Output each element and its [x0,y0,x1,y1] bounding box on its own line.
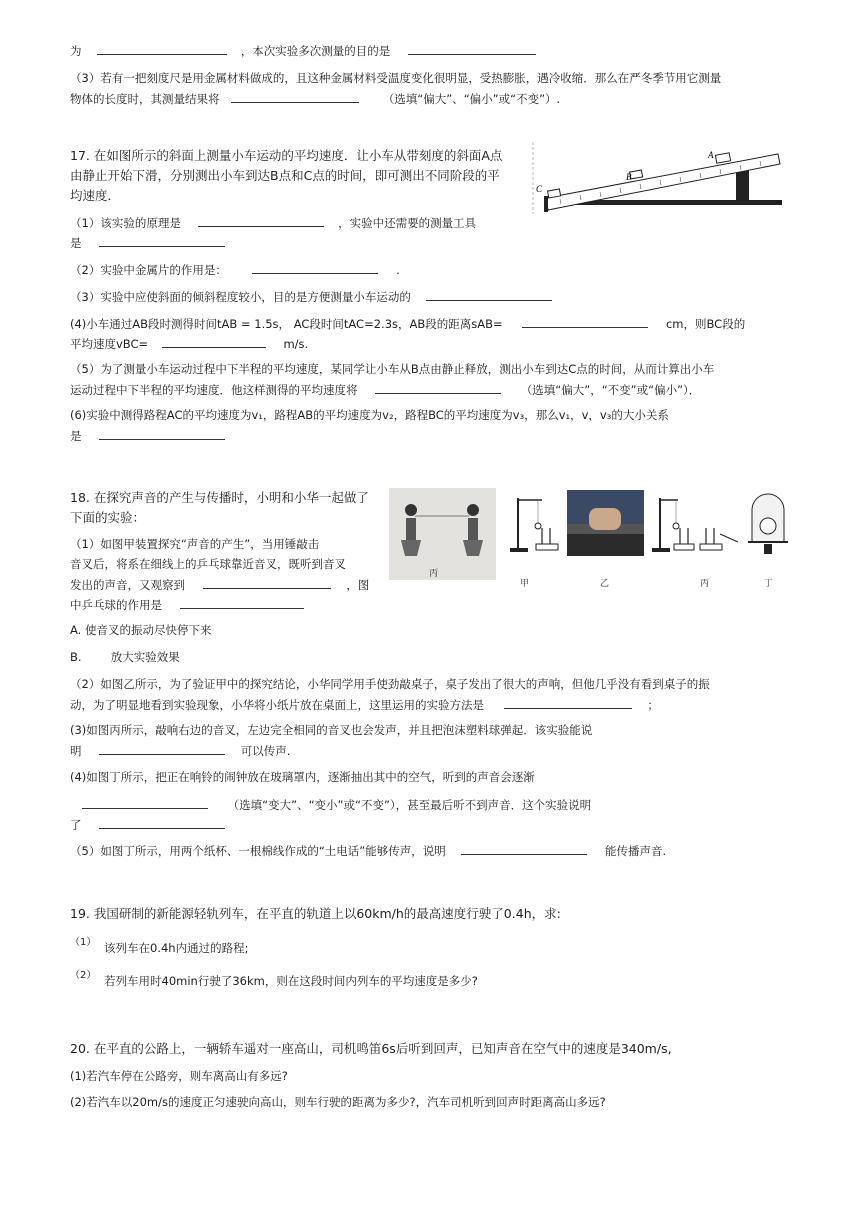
q16-line1: 为 ，本次实验多次测量的目的是 [70,42,536,59]
q17-sub4-cont: 平均速度vBC= m/s. [70,337,309,351]
string-telephone-photo [389,488,496,580]
q20-sub1: (1)若汽车停在公路旁，则车离高山有多远? [70,1069,288,1083]
answer-blank[interactable] [522,315,648,328]
label-c: C [536,184,543,194]
q18-sub1-line3: 发出的声音，又观察到 ，图 [70,578,370,592]
q16-line2: （3）若有一把刻度尺是用金属材料做成的，且这种金属材料受温度变化很明显，受热膨胀，遇冷收缩．那么在严冬季节用它测量 [70,71,722,85]
q17-title-1: 17. 在如图所示的斜面上测量小车运动的平均速度．让小车从带刻度的斜面A点 [70,148,503,163]
answer-blank[interactable] [99,816,225,829]
answer-blank[interactable] [180,596,304,609]
q18-sub4-cont: （选填“变大”、“变小”或“不变”），甚至最后听不到声音．这个实验说明 [70,796,591,813]
answer-blank[interactable] [82,796,208,809]
option-b: B. 放大实验效果 [70,650,180,664]
caption-bing-photo: 丙 [429,569,439,579]
q17-sub5-cont: 运动过程中下半程的平均速度．他这样测得的平均速度将 （选填“偏大”，“不变”或“偏小”）． [70,383,701,397]
q19-sub2: 若列车用时40min行驶了36km，则在这段时间内列车的平均速度是多少? [104,974,478,988]
q17-sub1: （1）该实验的原理是 ，实验中还需要的测量工具 [70,216,477,230]
label-a: A [708,150,714,160]
q17-sub4: (4)小车通过AB段时测得时间tAB = 1.5s， AC段时间tAC=2.3s，AB段的距离sAB= cm，则BC段的 [70,317,746,331]
q17-sub6-cont: 是 [70,427,225,444]
q18-sub2: （2）如图乙所示，为了验证甲中的探究结论，小华同学用手使劲敲桌子，桌子发出了很大的声响，但他几乎没有看到桌子的振 [70,677,710,691]
answer-blank[interactable] [198,214,324,227]
q16-line3: 物体的长度时，其测量结果将 （选填“偏大”、“偏小”或“不变”）. [70,92,561,106]
q20-title: 20. 在平直的公路上，一辆轿车遥对一座高山，司机鸣笛6s后听到回声，已知声音在空气中的速度是340m/s, [70,1041,672,1056]
answer-blank[interactable] [203,576,331,589]
answer-blank[interactable] [375,381,501,394]
q18-sub4-cont2: 了 [70,816,225,833]
option-a: A. 使音叉的振动尽快停下来 [70,623,212,637]
label-b: B [626,172,632,182]
q19-num2: （2） [70,970,97,981]
answer-blank[interactable] [461,842,587,855]
caption-yi: 乙 [600,579,610,589]
bell-jar-figure-ding [746,488,790,560]
q18-sub2-cont: 动，为了明显地看到实验现象，小华将小纸片放在桌面上，这里运用的实验方法是 ； [70,698,659,712]
q17-sub5: （5）为了测量小车运动过程中下半程的平均速度，某同学让小车从B点由静止释放，测出小车到达C点的时间，从而计算出小车 [70,362,715,376]
answer-blank[interactable] [231,90,359,103]
q18-sub1-line4: 中乒乓球的作用是 [70,596,304,613]
fist-on-table-photo [567,490,644,556]
q17-sub2: （2）实验中金属片的作用是： . [70,263,400,277]
q19-num1: （1） [70,937,97,948]
answer-blank[interactable] [99,742,225,755]
answer-blank[interactable] [408,42,536,55]
q18-sub3: (3)如图丙所示，敲响右边的音叉，左边完全相同的音叉也会发声，并且把泡沫塑料球弹起．该实验能说 [70,723,593,737]
caption-jia: 甲 [520,579,530,589]
q18-sub1-line2: 音叉后，将系在细线上的乒乓球靠近音叉，既听到音叉 [70,557,346,571]
q17-sub1-cont: 是 [70,234,225,251]
caption-ding: 丁 [764,579,774,589]
incline-ramp-figure [530,142,785,220]
q18-sub3-cont: 明 可以传声. [70,744,291,758]
q20-sub2: (2)若汽车以20m/s的速度正匀速驶向高山，则车行驶的距离为多少?，汽车司机听到回声时距离高山多远? [70,1095,606,1109]
tuning-fork-figure-jia [506,488,566,558]
q18-sub4: (4)如图丁所示，把正在响铃的闹钟放在玻璃罩内，逐渐抽出其中的空气，听到的声音会逐渐 [70,770,535,784]
answer-blank[interactable] [97,42,227,55]
q18-title-2: 下面的实验： [70,510,146,525]
caption-bing: 丙 [700,579,710,589]
q17-title-2: 由静止开始下滑，分别测出小车到达B点和C点的时间，即可测出不同阶段的平 [70,168,500,183]
answer-blank[interactable] [426,288,552,301]
q17-sub3: （3）实验中应使斜面的倾斜程度较小，目的是方便测量小车运动的 [70,288,552,305]
q19-title: 19. 我国研制的新能源轻轨列车，在平直的轨道上以60km/h的最高速度行驶了0.4h，求: [70,906,561,921]
q17-title-3: 均速度． [70,188,121,203]
answer-blank[interactable] [504,696,632,709]
q18-sub5: （5）如图丁所示，用两个纸杯、一根棉线作成的“土电话”能够传声，说明 能传播声音. [70,844,667,858]
tuning-forks-figure-bing [650,488,742,558]
answer-blank[interactable] [252,261,378,274]
answer-blank[interactable] [162,335,266,348]
q17-sub6: (6)实验中测得路程AC的平均速度为v₁，路程AB的平均速度为v₂，路程BC的平均速度为v₃，那么v₁，v，v₃的大小关系 [70,408,669,422]
answer-blank[interactable] [99,234,225,247]
q18-title-1: 18. 在探究声音的产生与传播时，小明和小华一起做了 [70,490,369,505]
q18-sub1: （1）如图甲装置探究“声音的产生”，当用锤敲击 [70,537,320,551]
q19-sub1: 该列车在0.4h内通过的路程; [104,941,249,955]
answer-blank[interactable] [99,427,225,440]
